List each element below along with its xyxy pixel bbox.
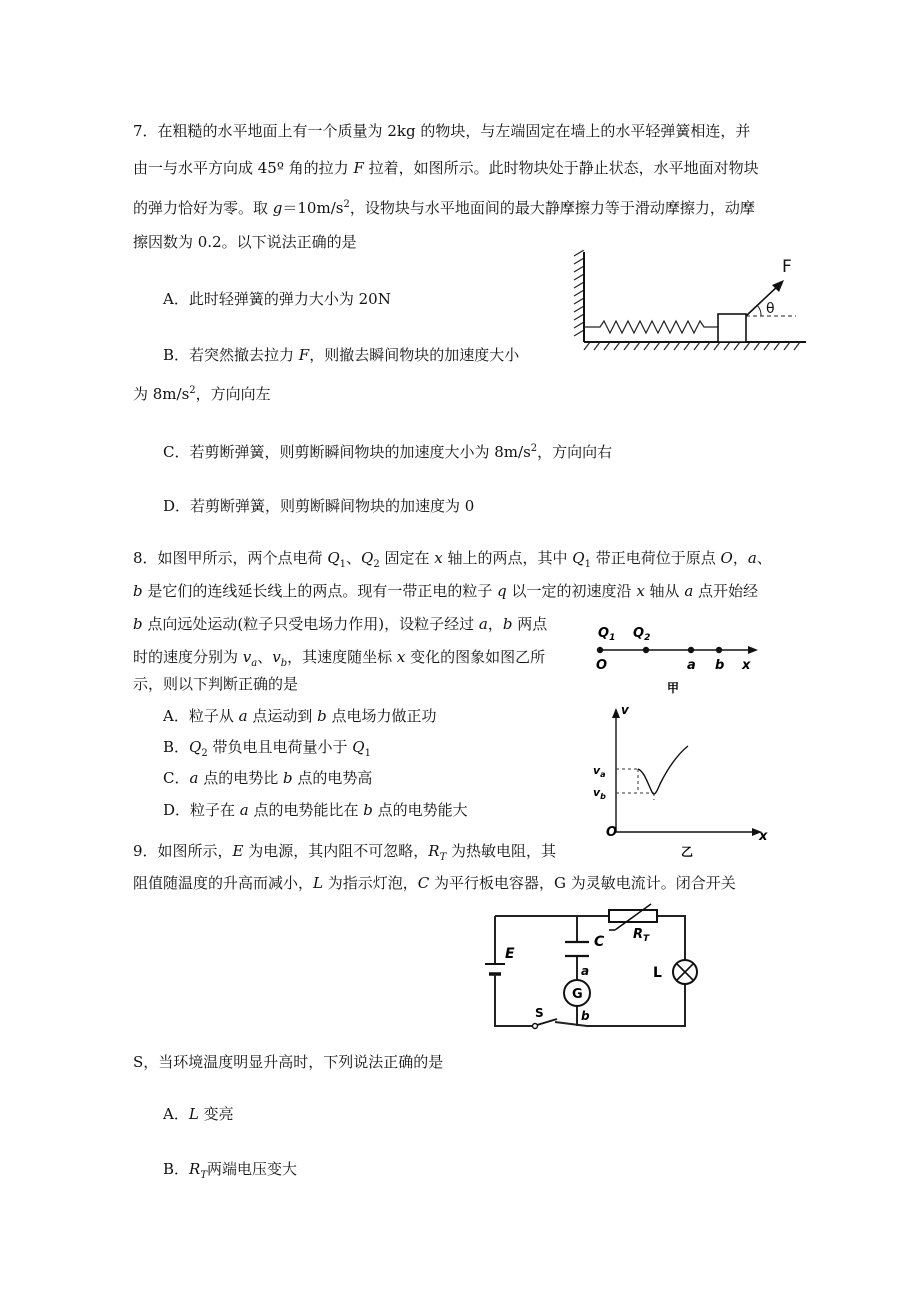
q8-figure-b <box>590 700 780 860</box>
label-g: G <box>572 987 583 1002</box>
q7-figure <box>570 250 810 354</box>
q8-line-2: b 是它们的连线延长线上的两点。现有一带正电的粒子 q 以一定的初速度沿 x 轴从 a 点开始经 <box>133 582 759 600</box>
q7-line-4: 擦因数为 0.2。以下说法正确的是 <box>133 233 357 251</box>
a-label: a <box>687 658 696 673</box>
q7-option-b: B．若突然撤去拉力 F，则撤去瞬间物块的加速度大小 <box>163 346 520 364</box>
q8-line-1: 8．如图甲所示，两个点电荷 $Q_1$、$Q_2$ 固定在 x 轴上的两点，其中 $Q_1$ 带正电荷位于原点 O，a、 <box>133 549 772 570</box>
q1-dot <box>597 647 603 653</box>
q2-dot <box>643 647 649 653</box>
q8-option-b: B．$Q_2$ 带负电且电荷量小于 $Q_1$ <box>163 738 371 759</box>
block <box>718 314 746 342</box>
label-b: b <box>581 1009 590 1023</box>
label-l: L <box>653 965 662 981</box>
velocity-curve <box>638 746 688 794</box>
spring <box>584 321 718 333</box>
q8-line-3: b 点向远处运动(粒子只受电场力作用)，设粒子经过 a，b 两点 <box>133 615 548 633</box>
label-rt: $R_T$ <box>633 927 650 944</box>
x-axis-arrow <box>748 646 758 654</box>
label-c: C <box>594 934 605 950</box>
label-a: a <box>581 964 590 978</box>
force-arrow <box>746 284 780 316</box>
origin-label: O <box>606 825 618 840</box>
point-a-dot <box>688 647 694 653</box>
q7-line-3: 的弹力恰好为零。取 $g=10m/s^2$，设物块与水平地面间的最大静摩擦力等于滑动摩擦力，动摩 <box>133 199 755 217</box>
switch-contact <box>533 1024 538 1029</box>
q8-option-d: D．粒子在 a 点的电势能比在 b 点的电势能大 <box>163 801 468 819</box>
q8-line-4: 时的速度分别为 $v_a$、$v_b$，其速度随坐标 x 变化的图象如图乙所 <box>133 648 546 669</box>
q7-line-2: 由一与水平方向成 45º 角的拉力 F 拉着，如图所示。此时物块处于静止状态，水平地面对物块 <box>133 159 759 177</box>
point-b-dot <box>716 647 722 653</box>
x-label: x <box>759 829 768 844</box>
q9-circuit-figure <box>485 902 705 1034</box>
q8-line-5: 示，则以下判断正确的是 <box>133 675 299 693</box>
ground-hatch <box>584 342 800 350</box>
v-label: v <box>621 703 629 717</box>
wall-hatch <box>574 250 584 336</box>
b-label: b <box>715 658 725 673</box>
q2-label: $Q_2$ <box>633 626 651 643</box>
caption-jia: 甲 <box>667 681 680 695</box>
vb-label: $v_b$ <box>593 786 606 801</box>
q9-line-2: 阻值随温度的升高而减小，L 为指示灯泡，C 为平行板电容器，G 为灵敏电流计。闭合开关 <box>133 874 736 892</box>
q9-line-1: 9．如图所示，E 为电源，其内阻不可忽略，$R_T$ 为热敏电阻，其 <box>133 842 557 863</box>
label-e: E <box>505 946 515 962</box>
force-label-f: F <box>782 257 792 277</box>
q7-option-b-cont: 为 $8m/s^2$，方向向左 <box>133 385 271 403</box>
q8-figure-a <box>588 615 768 695</box>
theta-label: θ <box>766 301 775 317</box>
q7-option-d: D．若剪断弹簧，则剪断瞬间物块的加速度为 0 <box>163 497 475 515</box>
v-axis-arrow <box>612 708 620 718</box>
q9-option-a: A．L 变亮 <box>163 1105 234 1123</box>
q9-option-b: B．$R_T$两端电压变大 <box>163 1160 298 1181</box>
q8-option-a: A．粒子从 a 点运动到 b 点电场力做正功 <box>163 707 437 725</box>
origin-label: O <box>596 658 608 673</box>
q8-option-c: C．a 点的电势比 b 点的电势高 <box>163 769 373 787</box>
q7-option-c: C．若剪断弹簧，则剪断瞬间物块的加速度大小为 $8m/s^2$，方向向右 <box>163 443 613 461</box>
label-s: S <box>535 1006 544 1020</box>
q7-line-1: 7．在粗糙的水平地面上有一个质量为 2kg 的物块，与左端固定在墙上的水平轻弹簧相连，并 <box>133 122 751 140</box>
q1-label: $Q_1$ <box>598 626 616 643</box>
thermistor <box>609 910 657 922</box>
caption-yi: 乙 <box>681 845 694 859</box>
q9-line-3: S，当环境温度明显升高时，下列说法正确的是 <box>133 1053 444 1071</box>
va-label: $v_a$ <box>593 764 606 779</box>
q7-option-a: A．此时轻弹簧的弹力大小为 20N <box>163 290 391 308</box>
x-label: x <box>742 658 751 673</box>
